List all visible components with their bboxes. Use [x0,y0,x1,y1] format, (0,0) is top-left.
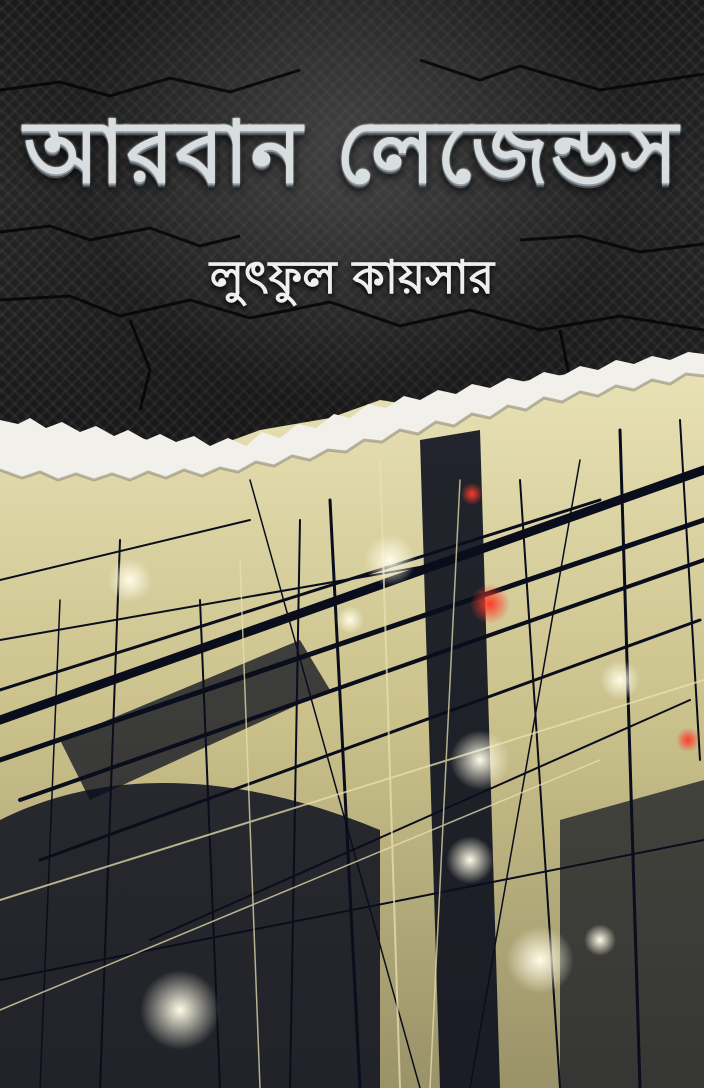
light-glow [506,926,574,994]
red-light [470,584,510,624]
light-glow [336,606,364,634]
author-name: লুৎফুল কায়সার [209,250,495,304]
light-glow [108,558,152,602]
light-glow [364,534,416,586]
light-glow [584,924,616,956]
light-glow [446,836,494,884]
light-glow [600,660,640,700]
light-glow [450,730,510,790]
book-title: আরবান লেজেন্ডস [24,103,680,203]
red-light [461,483,483,505]
red-light [676,728,700,752]
light-glow [140,970,220,1050]
